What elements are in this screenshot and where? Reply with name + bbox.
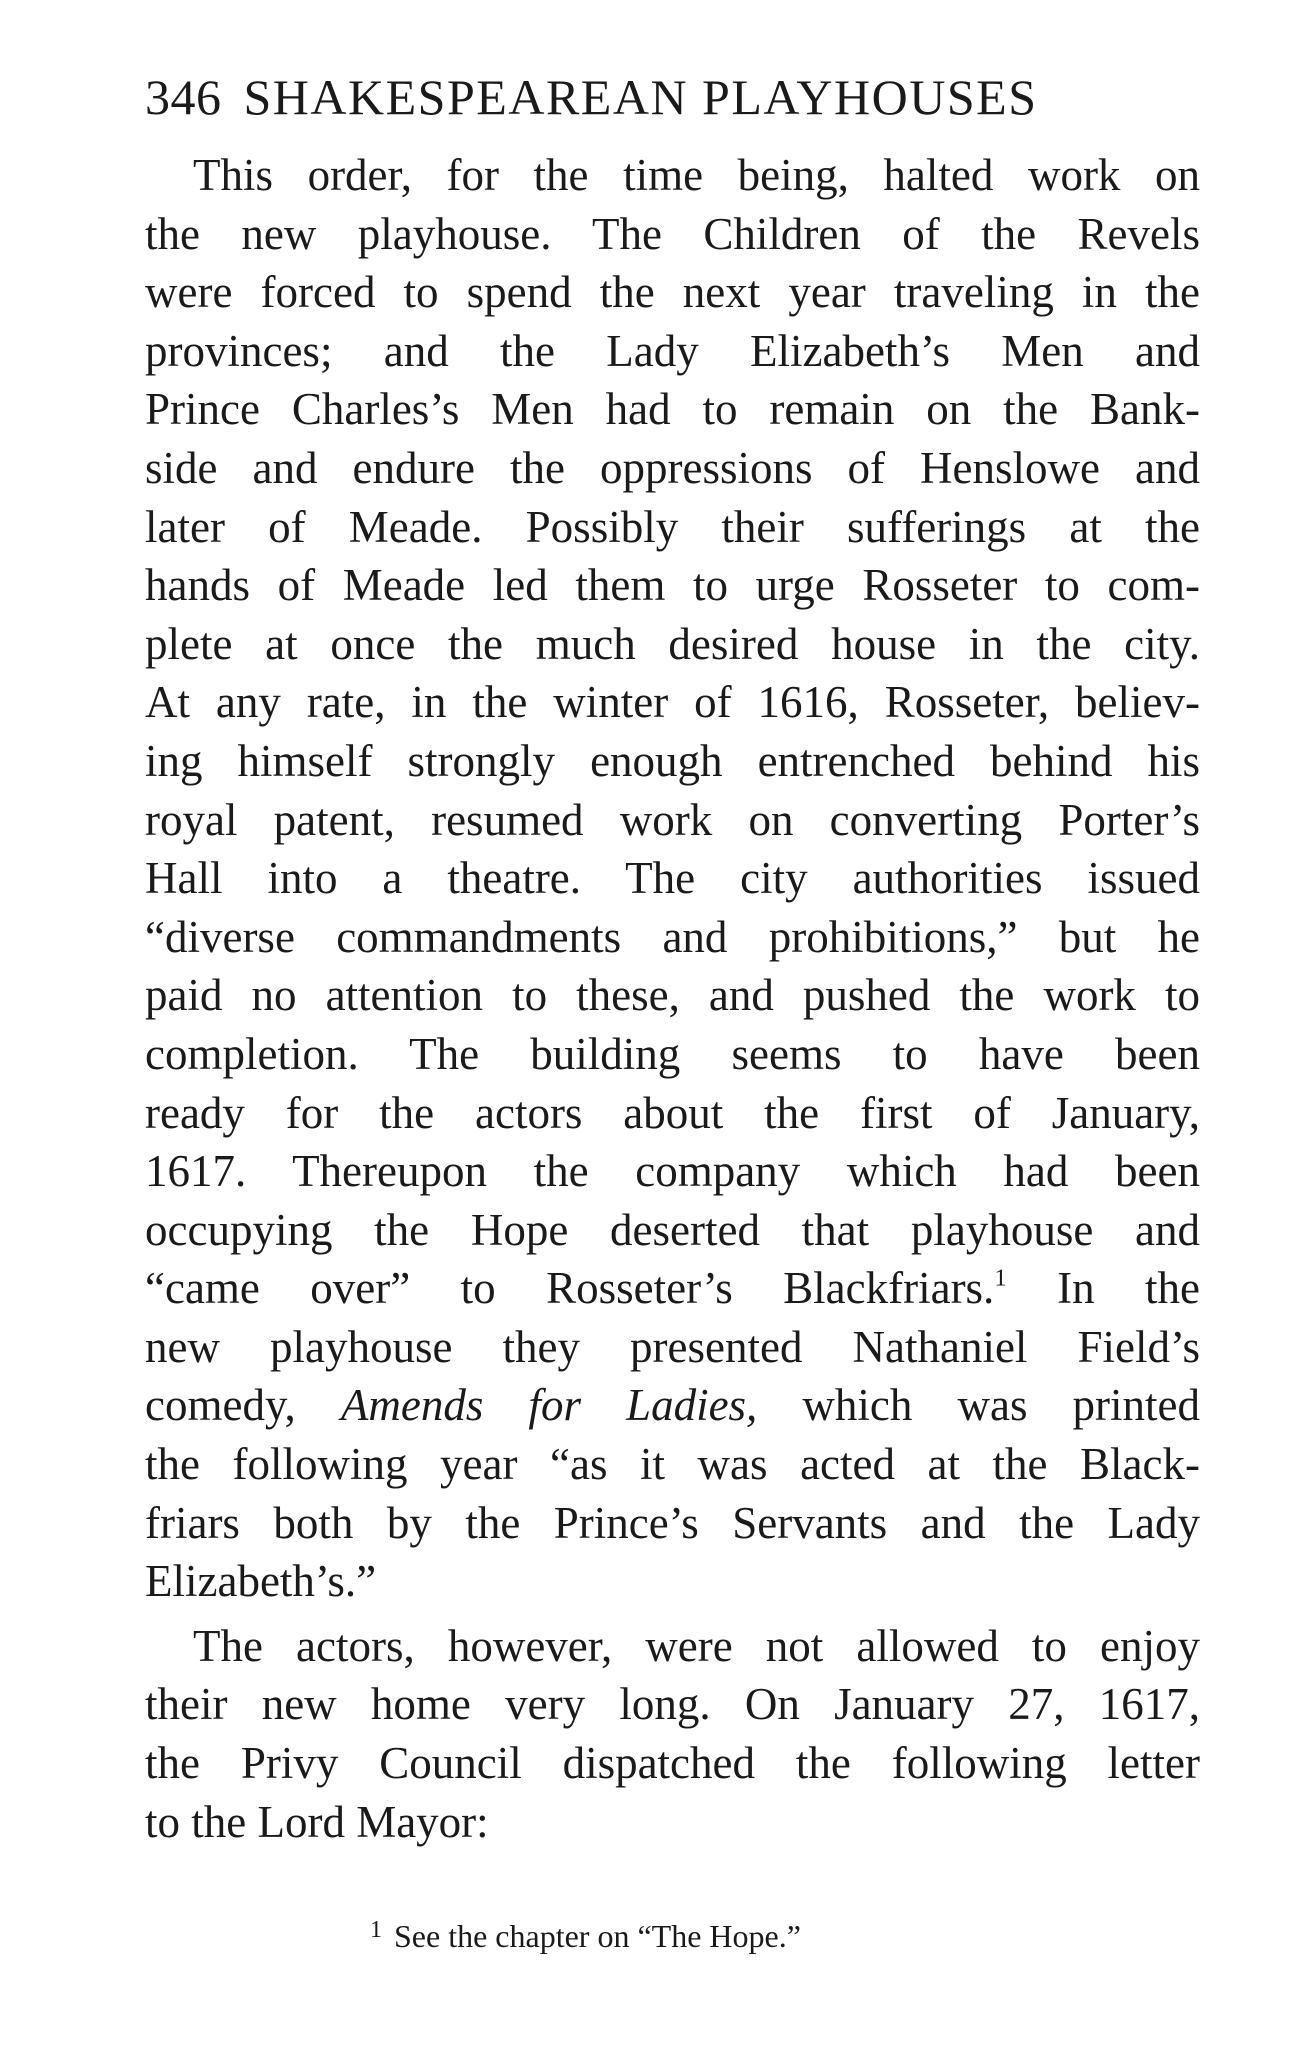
text-line: occupying the Hope deserted that playhouse and (145, 1204, 1200, 1255)
footnote-reference: 1 (994, 1264, 1007, 1292)
play-title: Amends for Ladies, (340, 1380, 758, 1431)
text-line (145, 1376, 1200, 1435)
text-line: to the Lord Mayor: (145, 1796, 489, 1847)
paragraph-1 (145, 146, 1200, 1611)
text-line: friars both by the Prince’s Servants and the Lady (145, 1497, 1200, 1548)
text-segment: comedy, (145, 1380, 341, 1431)
text-line: the following year “as it was acted at the Black- (145, 1439, 1200, 1490)
book-page (145, 62, 1200, 1851)
text-line: the new playhouse. The Children of the Revels (145, 208, 1200, 259)
text-line: 1617. Thereupon the company which had been (145, 1146, 1200, 1197)
text-line: ready for the actors about the first of January, (145, 1087, 1200, 1138)
text-line: the Privy Council dispatched the following letter (145, 1738, 1200, 1789)
text-line: new playhouse they presented Nathaniel Field’s (145, 1321, 1200, 1372)
text-segment: In the (1006, 1263, 1200, 1314)
text-line: Elizabeth’s.” (145, 1556, 377, 1607)
running-head (145, 62, 1200, 146)
text-line: ing himself strongly enough entrenched behind his (145, 735, 1200, 786)
footnote-text: See the chapter on “The Hope.” (394, 1918, 801, 1954)
page-number: 346 (145, 69, 222, 125)
text-line: paid no attention to these, and pushed the work to (145, 970, 1200, 1021)
text-line: completion. The building seems to have been (145, 1028, 1200, 1079)
text-line: later of Meade. Possibly their sufferings at the (145, 501, 1200, 552)
text-line: royal patent, resumed work on converting Porter’s (145, 794, 1200, 845)
text-segment: which was printed (757, 1380, 1201, 1431)
text-line: were forced to spend the next year traveling in the (145, 267, 1200, 318)
text-line: The actors, however, were not allowed to enjoy (193, 1620, 1200, 1671)
paragraph-2 (145, 1617, 1200, 1851)
running-title: SHAKESPEAREAN PLAYHOUSES (243, 69, 1038, 125)
text-line: plete at once the much desired house in the city. (145, 618, 1200, 669)
text-line: Hall into a theatre. The city authorities issued (145, 853, 1200, 904)
footnote-marker: 1 (370, 1917, 382, 1943)
text-line (145, 1259, 1200, 1318)
text-line: their new home very long. On January 27, 1617, (145, 1679, 1200, 1730)
text-line: provinces; and the Lady Elizabeth’s Men and (145, 325, 1200, 376)
text-line: Prince Charles’s Men had to remain on the Bank- (145, 384, 1200, 435)
footnote (370, 1910, 801, 1956)
text-segment: “came over” to Rosseter’s Blackfriars. (145, 1263, 995, 1314)
text-line: This order, for the time being, halted work on (193, 150, 1200, 200)
text-line: side and endure the oppressions of Henslowe and (145, 442, 1200, 493)
text-line: At any rate, in the winter of 1616, Rosseter, believ- (145, 677, 1200, 728)
text-line: hands of Meade led them to urge Rosseter to com- (145, 560, 1200, 611)
text-line: “diverse commandments and prohibitions,” but he (145, 911, 1200, 962)
